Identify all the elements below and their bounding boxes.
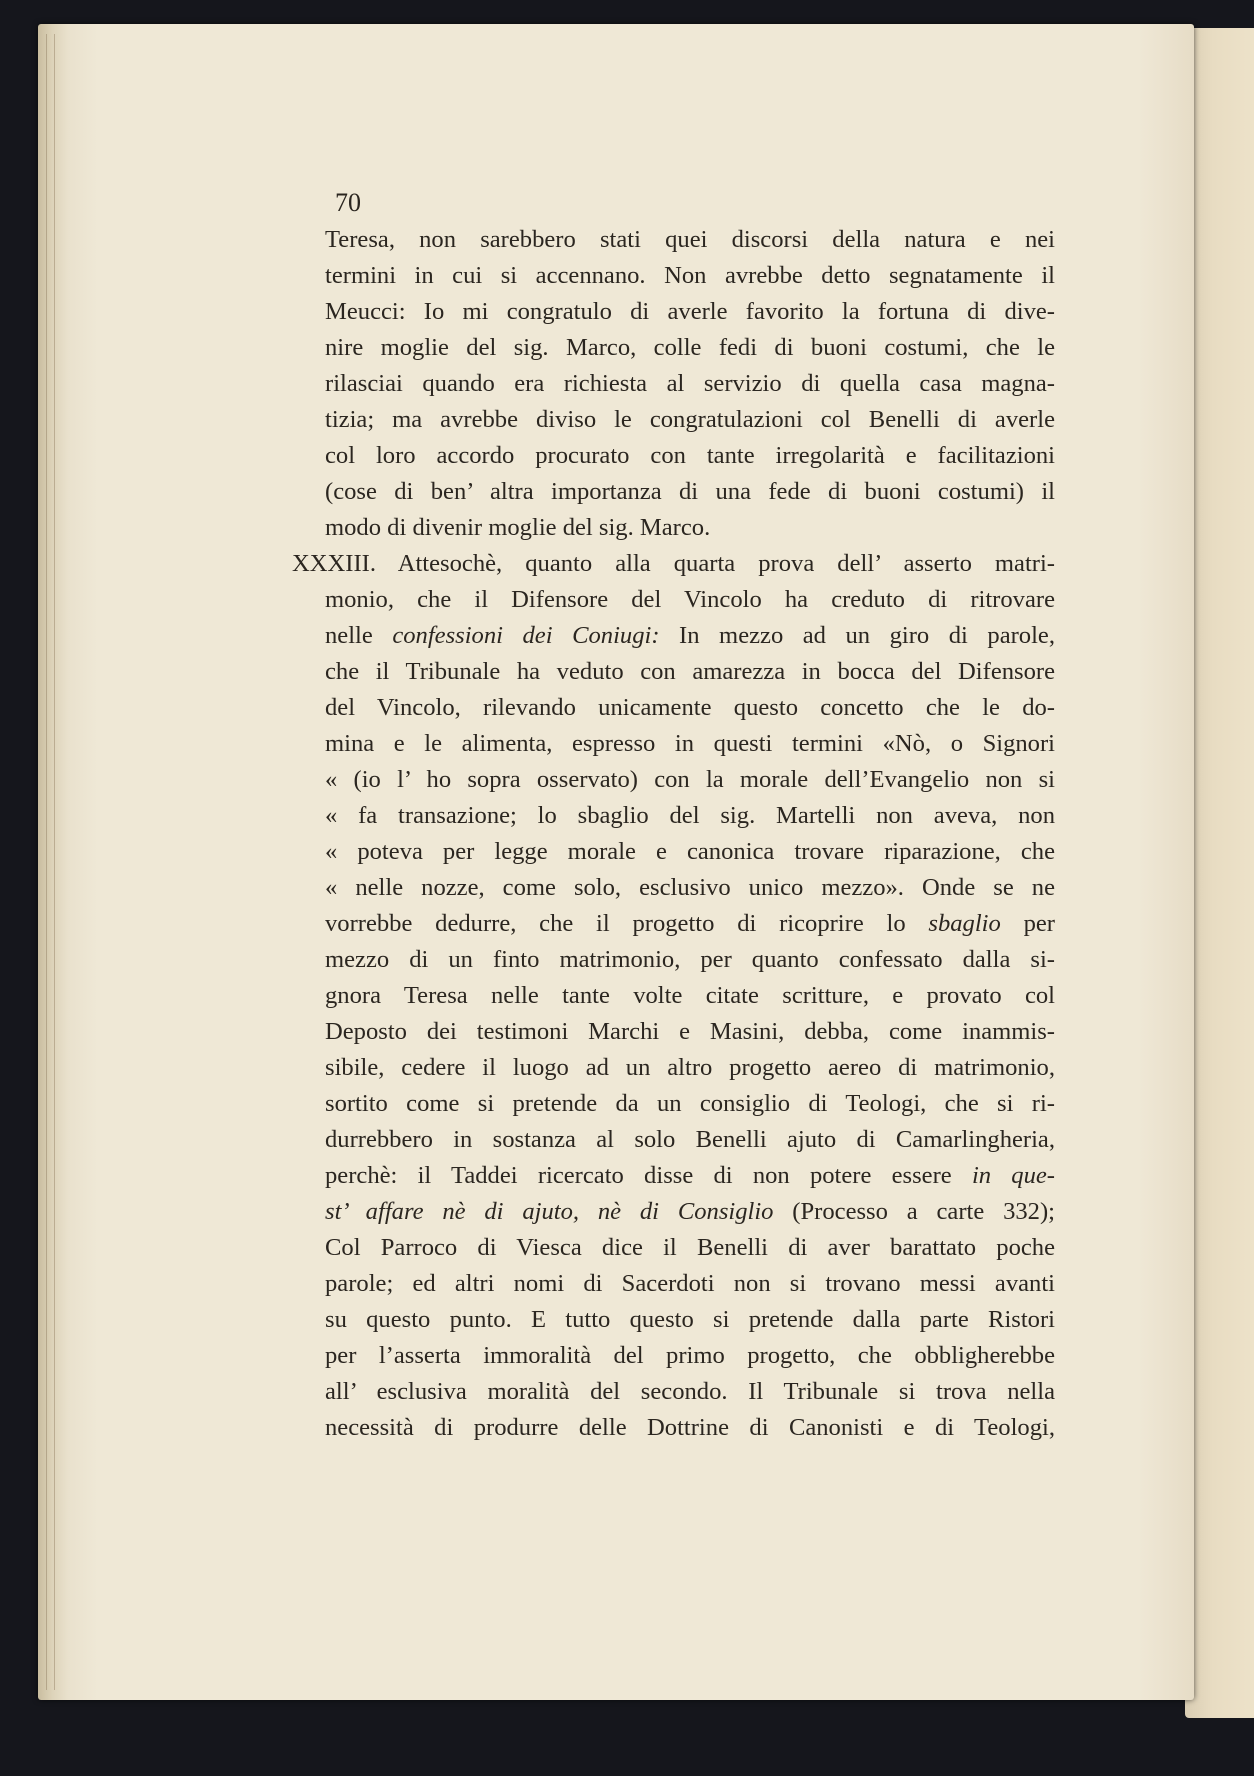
text-line: perchè: il Taddei ricercato disse di non potere essere in que- [325,1162,1055,1189]
text-line: Deposto dei testimoni Marchi e Masini, debba, come inammis- [325,1018,1055,1045]
text-line: « fa transazione; lo sbaglio del sig. Martelli non aveva, non [325,802,1055,829]
text-line: Col Parroco di Viesca dice il Benelli di aver barattato poche [325,1234,1055,1261]
text-line: che il Tribunale ha veduto con amarezza in bocca del Difensore [325,658,1055,685]
text-line: Meucci: Io mi congratulo di averle favorito la fortuna di dive- [325,298,1055,325]
text-line: parole; ed altri nomi di Sacerdoti non si trovano messi avanti [325,1270,1055,1297]
text-line: mezzo di un finto matrimonio, per quanto confessato dalla si- [325,946,1055,973]
text-line: durrebbero in sostanza al solo Benelli ajuto di Camarlingheria, [325,1126,1055,1153]
text-line: mina e le alimenta, espresso in questi termini «Nò, o Signori [325,730,1055,757]
text-line: vorrebbe dedurre, che il progetto di ricoprire lo sbaglio per [325,910,1055,937]
text-line: termini in cui si accennano. Non avrebbe detto segnatamente il [325,262,1055,289]
page-number: 70 [335,188,361,217]
text-line: su questo punto. E tutto questo si pretende dalla parte Ristori [325,1306,1055,1333]
text-line: nelle confessioni dei Coniugi: In mezzo ad un giro di parole, [325,622,1055,649]
text-line: sortito come si pretende da un consiglio di Teologi, che si ri- [325,1090,1055,1117]
text-line: st’ affare nè di ajuto, nè di Consiglio (Processo a carte 332); [325,1198,1055,1225]
text-line: rilasciai quando era richiesta al servizio di quella casa magna- [325,370,1055,397]
text-line: (cose di ben’ altra importanza di una fede di buoni costumi) il [325,478,1055,505]
gutter-line [54,34,55,1690]
next-page-edge [1185,28,1254,1718]
text-line: « poteva per legge morale e canonica trovare riparazione, che [325,838,1055,865]
text-line: « (io l’ ho sopra osservato) con la morale dell’Evangelio non si [325,766,1055,793]
text-line: necessità di produrre delle Dottrine di Canonisti e di Teologi, [325,1414,1055,1441]
text-line: all’ esclusiva moralità del secondo. Il Tribunale si trova nella [325,1378,1055,1405]
text-line: monio, che il Difensore del Vincolo ha creduto di ritrovare [325,586,1055,613]
text-line: sibile, cedere il luogo ad un altro progetto aereo di matrimonio, [325,1054,1055,1081]
text-line: tizia; ma avrebbe diviso le congratulazioni col Benelli di averle [325,406,1055,433]
text-line: per l’asserta immoralità del primo progetto, che obbligherebbe [325,1342,1055,1369]
section-heading-line: XXXIII. Attesochè, quanto alla quarta prova dell’ asserto matri- [292,550,1055,577]
text-line: del Vincolo, rilevando unicamente questo concetto che le do- [325,694,1055,721]
text-line: col loro accordo procurato con tante irregolarità e facilitazioni [325,442,1055,469]
text-line: « nelle nozze, come solo, esclusivo unico mezzo». Onde se ne [325,874,1055,901]
text-line: nire moglie del sig. Marco, colle fedi di buoni costumi, che le [325,334,1055,361]
gutter-line [46,34,47,1690]
text-line: Teresa, non sarebbero stati quei discorsi della natura e nei [325,226,1055,253]
text-line: gnora Teresa nelle tante volte citate scritture, e provato col [325,982,1055,1009]
text-line: modo di divenir moglie del sig. Marco. [325,514,711,541]
